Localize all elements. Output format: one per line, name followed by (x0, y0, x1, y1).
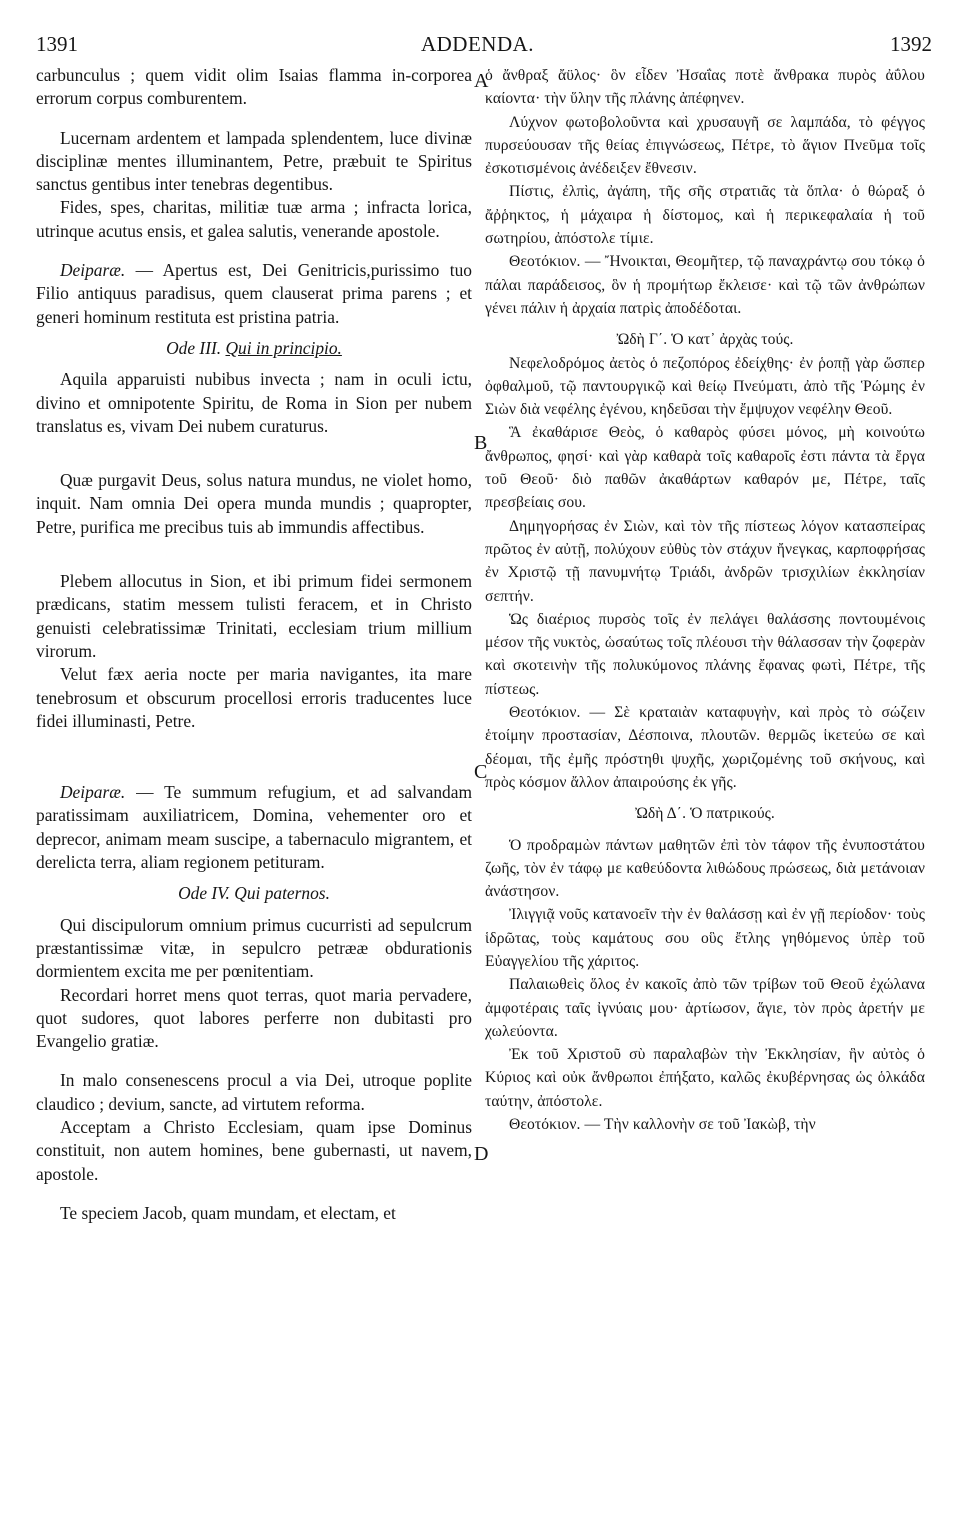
latin-paragraph: Velut fæx aeria nocte per maria navigantes, ita mare tenebrosum et obscurum procellosi erroris traducentes luce fidei illuminasti, Petre. (36, 664, 472, 731)
greek-paragraph: Ἰλιγγιᾷ νοῦς κατανοεῖν τὴν ἐν θαλάσσῃ καὶ ἐν γῇ περίοδον· τοὺς ἱδρῶτας, τοὺς καμάτους σου οὓς ἔτλης γηθόμενος ὑπὲρ τοῦ Εὐαγγελίου τῆς χάριτος. (485, 906, 925, 970)
deiparae-label: Deiparæ. (60, 782, 126, 803)
latin-paragraph: Deiparæ. — Apertus est, Dei Genitricis,purissimo tuo Filio antiquus paradisus, quem clauserat prima parens ; et generi hominum restituta est pristina patria. (36, 260, 472, 327)
greek-paragraph: Ἃ ἐκαθάρισε Θεὸς, ὁ καθαρὸς φύσει μόνος, μὴ κοινούτω ἄνθρωπος, φησί· καὶ γὰρ καθαρὰ τοῖς καθαροῖς ἐστι πάντα τὰ ἔργα τοῦ Θεοῦ· διὸ παθῶν ἀκαθάρτων καθαρόν με, Πέτρε, ταῖς πρεσβείαις σου. (485, 424, 925, 512)
page-header (0, 0, 955, 60)
greek-paragraph: Ἐκ τοῦ Χριστοῦ σὺ παραλαβὼν τὴν Ἐκκλησίαν, ἣν αὐτὸς ὁ Κύριος καὶ οὐκ ἄνθρωποι ἐπήξατο, καλῶς ἐκυβέρνησας ὡς ὁλκάδα ταύτην, ἀπόστολε. (485, 1046, 925, 1110)
running-title: ADDENDA. (420, 32, 535, 56)
greek-paragraph: Δημηγορήσας ἐν Σιὼν, καὶ τὸν τῆς πίστεως λόγον κατασπείρας πρῶτος ἐν αὐτῇ, πολύχουν εὐθὺς τὸν στάχυν ἤνεγκας, καρποφρήσας ἐν Χριστῷ τῇ πανυμνήτῳ Τριάδι, ἀνδρῶν τρισχιλίων ἐκκλησίαν σεπτήν. (485, 517, 925, 605)
theotokion-label: Θεοτόκιον. (509, 253, 581, 271)
latin-paragraph: Plebem allocutus in Sion, et ibi primum fidei sermonem prædicans, statim messem tulisti feracem, et in Christo genuisti celebratissimæ Trinitati, ecclesiam trium millium virorum. (36, 571, 472, 661)
greek-column (485, 64, 925, 1136)
margin-marker-d: D (474, 1143, 489, 1165)
ode-heading: Ὠδὴ Δ΄. Ὁ πατρικούς. (635, 805, 775, 823)
greek-paragraph: Ὁ προδραμὼν πάντων μαθητῶν ἐπὶ τὸν τάφον τῆς ἐνυποστάτου ζωῆς, τὸν ἐν τάφῳ με καθεύδοντα λιθώδους πρώσεως, διὰ μετάνοιαν ἀνάστησον. (485, 836, 925, 901)
latin-paragraph: Acceptam a Christo Ecclesiam, quam ipse Dominus constituit, non autem homines, bene gubernasti, ut navem, apostole. (36, 1116, 472, 1184)
latin-paragraph: Aquila apparuisti nubibus invecta ; nam in oculi ictu, divino et omnipotente Spiritu, de Roma in Sion per nubem translatus es, vivam Dei nubem curaturus. (36, 369, 472, 436)
latin-paragraph: Fides, spes, charitas, militiæ tuæ arma ; infracta lorica, utrinque acutus ensis, et galea salutis, venerande apostole. (36, 197, 472, 241)
latin-paragraph: Quæ purgavit Deus, solus natura mundus, ne violet homo, inquit. Nam omnia Dei opera munda mundis ; quapropter, Petre, purifica me precibus tuis ab immundis affectibus. (36, 470, 472, 537)
latin-paragraph: Qui discipulorum omnium primus cucurristi ad sepulcrum præstantissimæ vitæ, in sepulcro petrææ obdurationis dormientem excita me per pœnitentiam. (36, 914, 472, 982)
ode-heading: Ὠδὴ Γ΄. Ὁ κατ᾽ ἀρχὰς τούς. (616, 331, 794, 349)
latin-column (36, 64, 472, 1225)
left-page-number: 1391 (36, 32, 78, 56)
latin-paragraph: Deiparæ. — Te summum refugium, et ad salvandam paratissimam auxiliatricem, Domina, vehementer oro et deprecor, animam meam suscipe, a tabernaculo migrantem, et derelicta terra, aliam regionem petituram. (36, 782, 472, 873)
margin-marker-b: B (474, 432, 488, 454)
latin-paragraph: Recordari horret mens quot terras, quot maria pervadere, quot sudores, quot labores perferre non dubitasti pro Evangelio gratiæ. (36, 984, 472, 1052)
greek-paragraph: Παλαιωθεὶς ὅλος ἐν κακοῖς ἀπὸ τῶν τρίβων τοῦ Θεοῦ ἐχώλανα ἀμφοτέραις ταῖς ἰγνύαις μου· ἀρτίωσον, ἅγιε, τὸν πρὸς ἀρετήν με χωλεύοντα. (485, 976, 925, 1040)
margin-marker-a: A (474, 70, 489, 92)
greek-paragraph: Νεφελοδρόμος ἀετὸς ὁ πεζοπόρος ἐδείχθης· ἐν ῥοπῇ γὰρ ὥσπερ ὀφθαλμοῦ, τῷ παντουργικῷ καὶ θείῳ Πνεύματι, ἀπὸ τῆς Ῥώμης ἐν Σιὼν διὰ νεφέλης ἐγένου, κηδεῦσαι τὴν ἔμψυχον νεφέλην Θεοῦ. (485, 354, 925, 419)
latin-paragraph: Te speciem Jacob, quam mundam, et electam, et (60, 1202, 396, 1223)
right-page-number: 1392 (890, 32, 932, 56)
greek-paragraph: Θεοτόκιον. — Τὴν καλλονὴν σε τοῦ Ἰακὼβ, τὴν (509, 1116, 816, 1134)
ode-heading: Ode IV. Qui paternos. (178, 883, 330, 904)
latin-paragraph: In malo consenescens procul a via Dei, utroque poplite claudico ; devium, sancte, ad virtutem reforma. (36, 1070, 472, 1114)
deiparae-label: Deiparæ. (60, 260, 126, 281)
greek-paragraph: Ὡς διαέριος πυρσὸς τοῖς ἐν πελάγει θαλάσσης ποντουμένοις μέσον τῆς νυκτὸς, ὡσαύτως τοῖς πλέουσι τὴν θάλασσαν τὴν ζοφερὰν καὶ σκοτεινὴν τῆς πολυκύμονος πλάνης ἔφανας φωτὶ, Πέτρε, τῆς πίστεως. (485, 610, 925, 698)
latin-paragraph: Lucernam ardentem et lampada splendentem, luce divinæ disciplinæ mentes illuminantem, Petre, præbuit te Spiritus sanctus gentibus inter tenebras degentibus. (36, 127, 472, 195)
ode-heading: Ode III. Qui in principio. (166, 337, 342, 358)
greek-paragraph: ὁ ἄνθραξ ἄϋλος· ὃν εἶδεν Ἠσαΐας ποτὲ ἄνθρακα πυρὸς ἀΰλου καίοντα· τὴν ὕλην τῆς πλάνης ἀπέφηνεν. (485, 67, 925, 108)
greek-paragraph: Πίστις, ἐλπὶς, ἀγάπη, τῆς σῆς στρατιᾶς τὰ ὅπλα· ὁ θώραξ ὁ ἄῤῥηκτος, ἡ μάχαιρα ἡ δίστομος, καὶ ἡ περικεφαλαία ἡ τοῦ σωτηρίου, ἀπόστολε τίμιε. (485, 183, 925, 248)
greek-paragraph: Θεοτόκιον. — Ἤνοικται, Θεομῆτερ, τῷ παναχράντῳ σου τόκῳ ὁ πάλαι παράδεισος, ὃν ἡ προμήτωρ ἔκλεισε· καὶ τῷ τῶν ἀνθρώπων γένει πάλιν ἡ ἀρχαία πατρὶς ἀποδέδοται. (485, 253, 925, 317)
margin-marker-c: C (474, 761, 488, 783)
latin-paragraph: carbunculus ; quem vidit olim Isaias flamma in-corporea errorum corpus comburentem. (36, 65, 472, 109)
theotokion-label: Θεοτόκιον. (509, 1116, 581, 1134)
greek-paragraph: Λύχνον φωτοβολοῦντα καὶ χρυσαυγῆ σε λαμπάδα, τὸ φέγγος πυρσεύουσαν τῆς θείας ἐπιγνώσεως, Πέτρε, τὸ ἅγιον Πνεῦμα τοῖς ἐσκοτισμένοις ἀνέδειξεν ἔθνεσιν. (485, 113, 925, 178)
theotokion-label: Θεοτόκιον. (509, 704, 581, 722)
greek-paragraph: Θεοτόκιον. — Σὲ κραταιὰν καταφυγὴν, καὶ πρὸς τὸ σώζειν ἑτοίμην προστασίαν, Δέσποινα, πλουτῶν. θερμῶς ἱκετεύω σε καὶ δέομαι, τῆς ἐμῆς πρόστηθι ψυχῆς, χωριζομένης τοῦ σκήνους, καὶ πρὸς κόσμον ἄλλον ἀπαιρούσης ἐκ γῆς. (485, 704, 925, 791)
